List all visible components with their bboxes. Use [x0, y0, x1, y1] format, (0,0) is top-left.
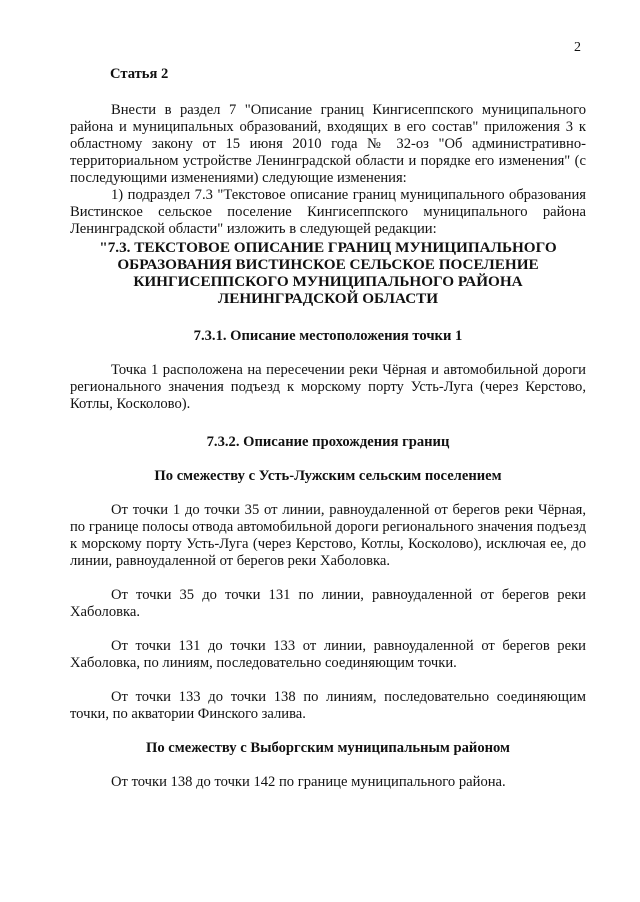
change-paragraph: 1) подраздел 7.3 "Текстовое описание границ муниципального образования Вистинское сельское поселение Кингисеппского муниципального района Ленинградской области" изложить в следующей редакции: [70, 187, 586, 237]
border-paragraph: От точки 133 до точки 138 по линиям, последовательно соединяющим точки, по акватории Финского залива. [70, 689, 586, 722]
subsection-2-title: 7.3.2. Описание прохождения границ [206, 434, 450, 450]
border-paragraph: От точки 138 до точки 142 по границе муниципального района. [111, 774, 506, 790]
document-body [70, 66, 586, 791]
intro-paragraph: Внести в раздел 7 "Описание границ Кингисеппского муниципального района и муниципальных образований, входящих в его состав" приложения 3 к областному закону от 15 июня 2010 года № 32-оз "Об административно-территориальном устройстве Ленинградской области и порядке его изменения" (с последующими изменениями) следующие изменения: [70, 102, 586, 186]
border-paragraph: От точки 1 до точки 35 от линии, равноудаленной от берегов реки Чёрная, по границе полосы отвода автомобильной дороги регионального значения подъезд к морскому порту Усть-Луга (через Керстово, Котлы, Косколово), исключая ее, до линии, равноудаленной от берегов реки Хаболовка. [70, 502, 586, 569]
border-ust-luga-title: По смежеству с Усть-Лужским сельским поселением [154, 468, 502, 484]
page-number: 2 [574, 40, 581, 55]
section-heading: "7.3. ТЕКСТОВОЕ ОПИСАНИЕ ГРАНИЦ МУНИЦИПАЛЬНОГО ОБРАЗОВАНИЯ ВИСТИНСКОЕ СЕЛЬСКОЕ ПОСЕЛЕНИЕ КИНГИСЕППСКОГО МУНИЦИПАЛЬНОГО РАЙОНА ЛЕНИНГРАДСКОЙ ОБЛАСТИ [99, 239, 557, 307]
border-vyborg-title: По смежеству с Выборгским муниципальным районом [146, 740, 510, 756]
subsection-1-text: Точка 1 расположена на пересечении реки Чёрная и автомобильной дороги регионального значения подъезд к морскому порту Усть-Луга (через Керстово, Котлы, Косколово). [70, 362, 586, 412]
border-paragraph: От точки 35 до точки 131 по линии, равноудаленной от берегов реки Хаболовка. [70, 587, 586, 620]
subsection-1-title: 7.3.1. Описание местоположения точки 1 [193, 328, 463, 344]
article-title: Статья 2 [110, 66, 169, 82]
border-paragraph: От точки 131 до точки 133 от линии, равноудаленной от берегов реки Хаболовка, по линиям, последовательно соединяющим точки. [70, 638, 586, 671]
